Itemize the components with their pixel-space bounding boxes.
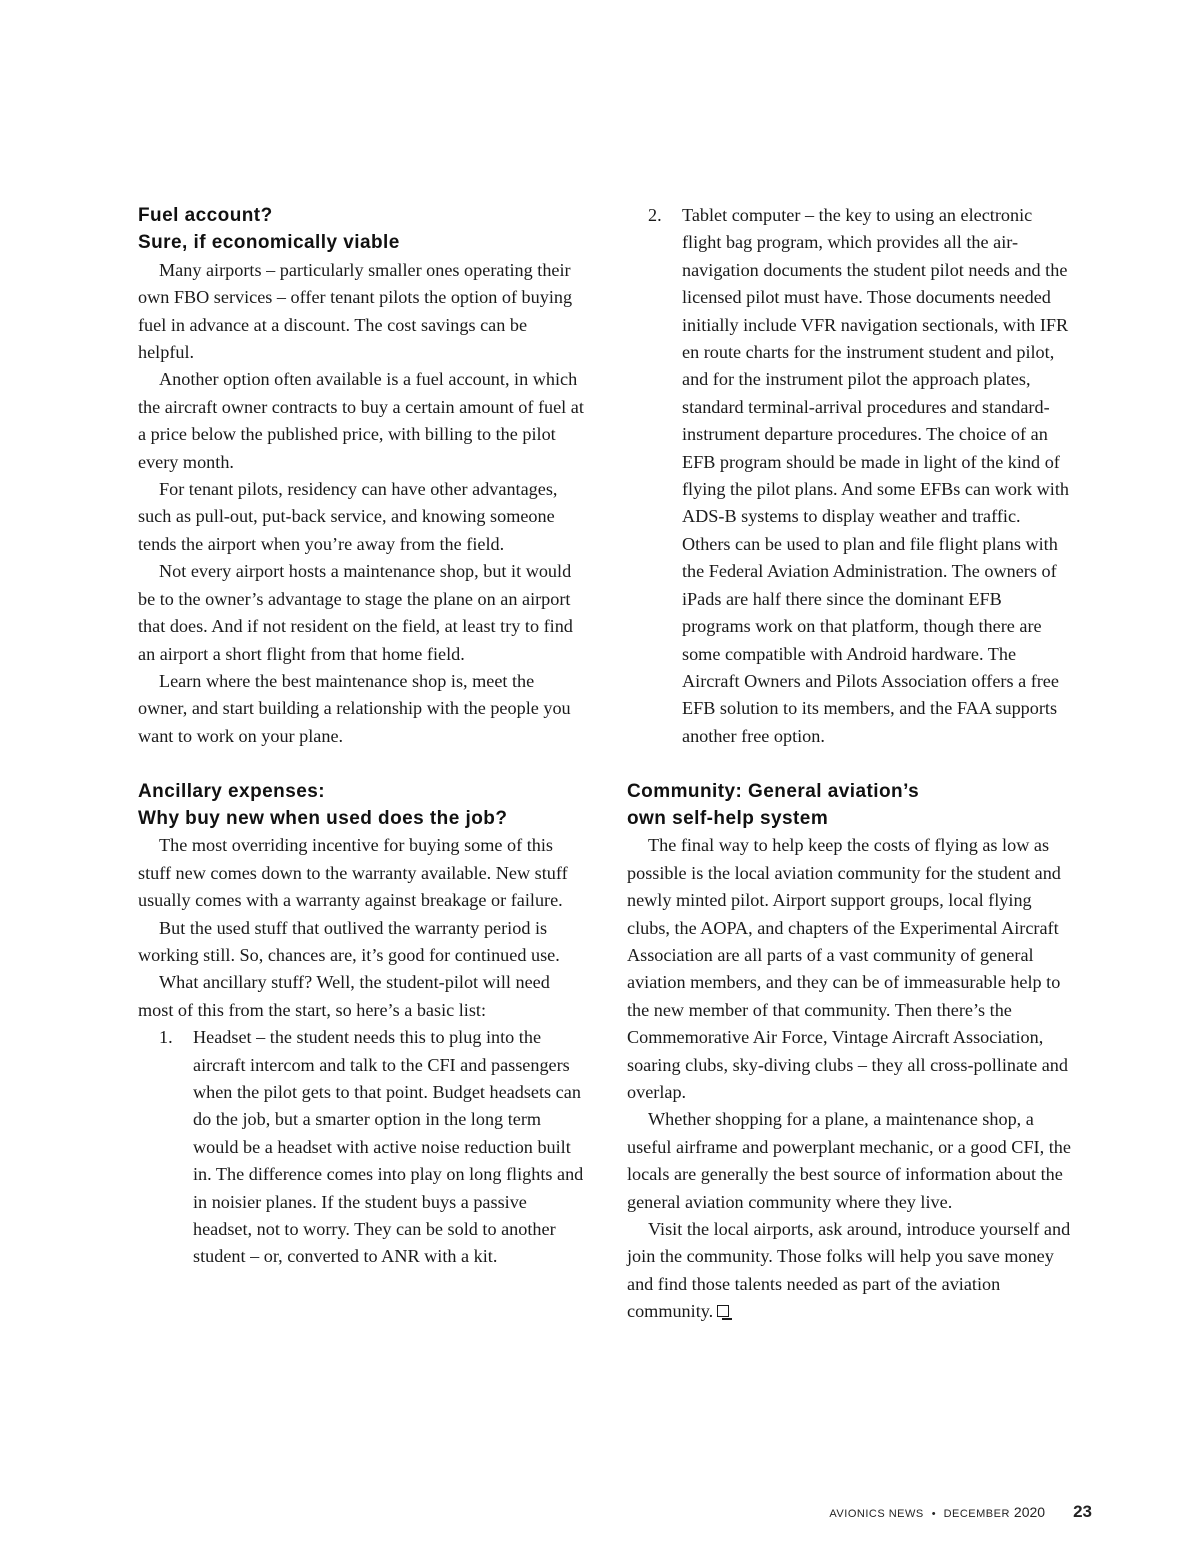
heading-line: Ancillary expenses: bbox=[138, 780, 326, 802]
list-item-text: Headset – the student needs this to plug into the aircraft intercom and talk to the CFI and passengers when the pilot gets to that point. Budget headsets can do the job, but a smarter option in the long term would be a headset with active noise reduction built in. The difference comes into play on long flights and in noisier planes. If the student buys a passive headset, not to worry. They can be sold to another student – or, converted to ANR with a kit. bbox=[193, 1027, 584, 1267]
section-gap bbox=[138, 750, 584, 777]
list-item bbox=[627, 202, 1073, 750]
paragraph: Whether shopping for a plane, a maintenance shop, a useful airframe and powerplant mechanic, or a good CFI, the locals are generally the best source of information about the general aviation community where they live. bbox=[627, 1109, 1071, 1212]
heading-line: Community: General aviation’s bbox=[627, 780, 920, 802]
section-gap bbox=[627, 750, 1073, 777]
heading-line: Why buy new when used does the job? bbox=[138, 807, 508, 829]
list-number: 2. bbox=[648, 205, 662, 225]
paragraph bbox=[627, 1216, 1073, 1326]
issue-year: 2020 bbox=[1013, 1504, 1046, 1520]
paragraph: For tenant pilots, residency can have other advantages, such as pull-out, put-back service, and knowing someone tends the airport when you’re away from the field. bbox=[138, 479, 558, 554]
footer-separator: • bbox=[931, 1508, 936, 1520]
paragraph: Many airports – particularly smaller ones operating their own FBO services – offer tenant pilots the option of buying fuel in advance at a discount. The cost savings can be helpful. bbox=[138, 259, 573, 363]
list-number: 1. bbox=[159, 1027, 173, 1048]
community-heading bbox=[627, 778, 1073, 833]
list-item bbox=[138, 1024, 584, 1271]
right-column bbox=[627, 202, 1073, 1326]
heading-line: Sure, if economically viable bbox=[138, 232, 400, 254]
paragraph: The final way to help keep the costs of flying as low as possible is the local aviation community for the student and newly minted pilot. Airport support groups, local flying clubs, the AOPA, and chapters of the Experimental Aircraft Association are all parts of a vast community of general aviation members, and they can be of immeasurable help to the new member of that community. Then there’s the Commemorative Air Force, Vintage Aircraft Association, soaring clubs, sky-diving clubs – they all cross-pollinate and overlap. bbox=[627, 835, 1068, 1102]
end-of-article-icon bbox=[717, 1305, 729, 1317]
page-footer bbox=[829, 1502, 1092, 1522]
ancillary-list-continued bbox=[627, 202, 1073, 750]
paragraph: The most overriding incentive for buying some of this stuff new comes down to the warranty available. New stuff usually comes with a warranty against breakage or failure. bbox=[138, 835, 568, 911]
heading-line: own self-help system bbox=[627, 807, 829, 829]
publication-name: AVIONICS NEWS bbox=[829, 1508, 924, 1520]
list-item-text: Tablet computer – the key to using an electronic flight bag program, which provides all the air-navigation documents the student pilot needs and the licensed pilot must have. Those documents needed initially include VFR navigation sectionals, with IFR en route charts for the instrument student and pilot, and for the instrument pilot the approach plates, standard terminal-arrival procedures and standard-instrument departure procedures. The choice of an EFB program should be made in light of the kind of flying the pilot plans. And some EFBs can work with ADS-B systems to display weather and traffic. Others can be used to plan and file flight plans with the Federal Aviation Administration. The owners of iPads are half there since the dominant EFB programs work on that platform, though there are some compatible with Android hardware. The Aircraft Owners and Pilots Association offers a free EFB solution to its members, and the FAA supports another free option. bbox=[682, 205, 1069, 746]
paragraph: Not every airport hosts a maintenance shop, but it would be to the owner’s advantage to stage the plane on an airport that does. And if not resident on the field, at least try to find an airport a short flight from that home field. bbox=[138, 561, 573, 664]
paragraph: Another option often available is a fuel account, in which the aircraft owner contracts to buy a certain amount of fuel at a price below the published price, with billing to the pilot every month. bbox=[138, 369, 584, 472]
ancillary-list bbox=[138, 1024, 584, 1271]
paragraph: Learn where the best maintenance shop is, meet the owner, and start building a relationship with the people you want to work on your plane. bbox=[138, 670, 571, 746]
heading-line: Fuel account? bbox=[138, 205, 273, 226]
ancillary-expenses-heading bbox=[138, 778, 584, 833]
left-column bbox=[138, 202, 584, 1271]
fuel-account-heading bbox=[138, 202, 584, 257]
paragraph: What ancillary stuff? Well, the student-pilot will need most of this from the start, so here’s a basic list: bbox=[138, 972, 550, 1020]
paragraph-text: Visit the local airports, ask around, introduce yourself and join the community. Those folks will help you save money and find those talents needed as part of the aviation community. bbox=[627, 1219, 1071, 1322]
page-number: 23 bbox=[1073, 1502, 1092, 1521]
issue-month: DECEMBER bbox=[943, 1508, 1010, 1520]
paragraph: But the used stuff that outlived the warranty period is working still. So, chances are, it’s good for continued use. bbox=[138, 917, 560, 965]
